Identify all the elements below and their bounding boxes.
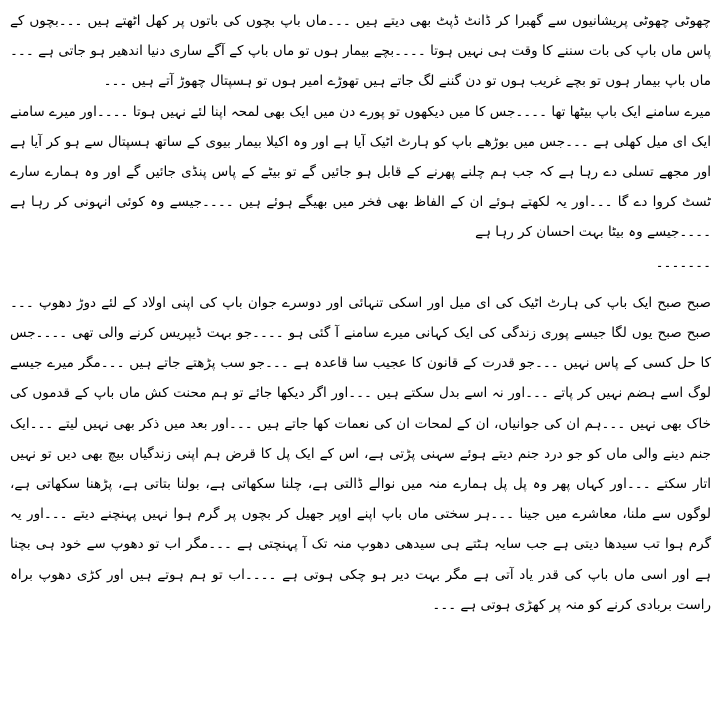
- separator-dashes: ۔۔۔۔۔۔۔: [655, 254, 711, 271]
- paragraph-1: چھوٹی چھوٹی پریشانیوں سے گھبرا کر ڈانٹ ڈپٹ بھی دیتے ہیں ۔۔۔ماں باپ بچوں کی باتوں پر کھل اٹھتے ہیں ۔۔۔بچوں کے پاس ماں باپ کی بات سننے کا وقت ہی نہیں ہوتا ۔۔۔۔بچے بیمار ہوں تو ماں باپ کے آگے ساری دنیا اندھیر ہو جاتی ہے ۔۔۔ماں باپ بیمار ہوں تو بچے غریب ہوں تو دن گننے لگ جاتے ہیں تھوڑے امیر ہوں تو ہسپتال چھوڑ آتے ہیں ۔۔۔: [10, 13, 711, 90]
- paragraph-gap: [10, 278, 711, 288]
- paragraph-3: صبح صبح ایک باپ کی ہارٹ اٹیک کی ای میل اور اسکی تنہائی اور دوسرے جوان باپ کی اپنی اولاد کے لئے دوڑ دھوپ ۔۔۔صبح صبح یوں لگا جیسے پوری زندگی کی ایک کہانی میرے سامنے آ گئی ہو ۔۔۔۔جو بہت ڈیپریس کرنے والی تھی ۔۔۔۔جس کا حل کسی کے پاس نہیں ۔۔۔جو قدرت کے قانون کا عجیب سا قاعدہ ہے ۔۔۔جو سب پڑھتے جاتے ہیں ۔۔۔مگر میرے جیسے لوگ اسے ہضم نہیں کر پاتے ۔۔۔اور نہ اسے بدل سکتے ہیں ۔۔۔اور اگر دیکھا جائے تو ہم محنت کش ماں باپ کے قدموں کی خاک بھی نہیں ۔۔۔ہم ان کی جوانیاں، ان کے لمحات ان کی نعمات کھا جاتے ہیں ۔۔۔اور بعد میں ذکر بھی نہیں لیتے ۔۔۔ایک جنم دینے والی ماں کو جو درد جنم دیتے ہوئے سہنی پڑتی ہے، اس کے ایک پل کا قرض ہم اپنی زندگیاں بیچ بھی دیں تو نہیں اتار سکتے ۔۔۔اور کہاں پھر وہ پل پل ہمارے منہ میں نوالے ڈالتی ہے، چلنا سکھاتی ہے، بولنا بتاتی ہے، پڑھنا سکھاتی ہے، لوگوں سے ملنا، معاشرے میں جینا ۔۔۔ہر سختی ماں باپ اپنے اوپر جھیل کر بچوں پر گرم ہوا نہیں پہنچنے دیتے ۔۔۔اور یہ گرم ہوا تب سیدھا دیتی ہے جب سایہ ہٹتے ہی سیدھی دھوپ منہ تک آ پہنچتی ہے ۔۔۔مگر اب تو دھوپ سے خود ہی بچنا ہے اور اسی ماں باپ کی قدر یاد آتی ہے مگر بہت دیر ہو چکی ہوتی ہے ۔۔۔۔اب تو ہم ہوتے ہیں اور کڑی دھوپ براہ راست بربادی کرنے کو منہ پر کھڑی ہوتی ہے ۔۔۔: [10, 294, 711, 613]
- paragraph-2: میرے سامنے ایک باپ بیٹھا تھا ۔۔۔۔جس کا میں دیکھوں تو پورے دن میں ایک بھی لمحہ اپنا لئے نہیں ہوتا ۔۔۔۔اور میرے سامنے ایک ای میل کھلی ہے ۔۔۔جس میں بوڑھے باپ کو ہارٹ اٹیک آیا ہے اور وہ اکیلا بیمار بیوی کے ساتھ ہسپتال سے ہو کر آیا ہے اور مجھے تسلی دے رہا ہے کہ جب ہم چلنے پھرنے کے قابل ہو جائیں گے تو بیٹے کے پاس پنڈی جائیں گے اور وہ ہمارے سارے ٹسٹ کروا دے گا ۔۔۔اور یہ لکھتے ہوئے ان کے الفاظ بھی فخر میں بھیگے ہوئے ہیں ۔۔۔۔جیسے وہ کوئی انہونی کر رہا ہے ۔۔۔۔جیسے وہ بیٹا بہت احسان کر رہا ہے: [10, 103, 711, 241]
